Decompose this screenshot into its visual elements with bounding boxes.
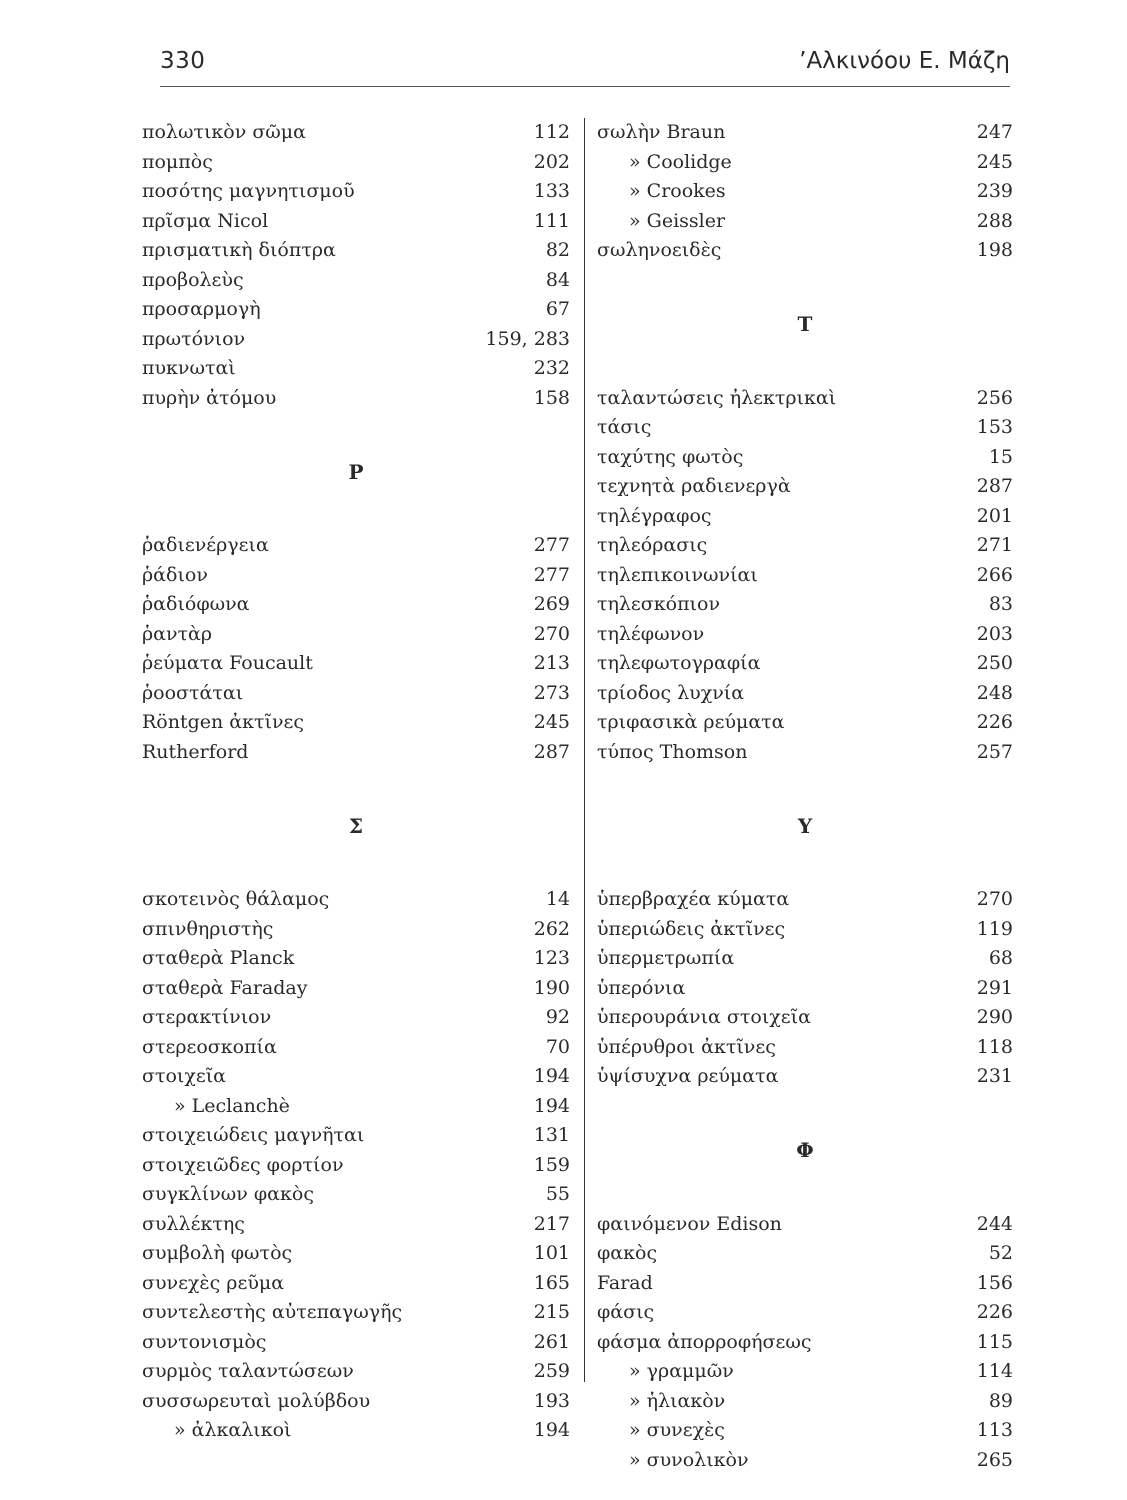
section-letter-heading: Σ [348, 813, 364, 838]
index-term: πυκνωταὶ [142, 357, 236, 379]
index-term: τηλέφωνον [597, 622, 705, 645]
index-entry [597, 679, 1013, 709]
index-entry [142, 1180, 570, 1210]
index-entry [142, 1151, 570, 1181]
index-term: ποσότης μαγνητισμοῦ [142, 180, 355, 202]
index-entry [142, 531, 570, 561]
index-term: ῥαδιόφωνα [142, 593, 250, 615]
section-letter-heading: P [348, 459, 364, 484]
column-divider [584, 118, 585, 1382]
index-term: στοιχειῶδες φορτίον [142, 1153, 344, 1176]
index-term: » ἀλκαλικοὶ [174, 1419, 292, 1441]
index-term: φάσις [597, 1301, 655, 1323]
index-page-ref: 14 [545, 888, 570, 910]
index-entry [597, 1387, 1013, 1417]
index-page-ref: 68 [988, 947, 1013, 969]
index-term: προσαρμογὴ [142, 298, 261, 320]
index-page-ref: 193 [533, 1389, 570, 1412]
index-page-ref: 133 [533, 180, 570, 202]
index-term: ῥάδιον [142, 563, 208, 586]
index-term: ταχύτης φωτὸς [597, 445, 744, 468]
index-entry [597, 384, 1013, 414]
index-entry [597, 118, 1013, 148]
index-page-ref: 277 [533, 534, 570, 556]
index-entry [142, 236, 570, 266]
index-page-ref: 277 [533, 563, 570, 586]
index-term: σκοτεινὸς θάλαμος [142, 888, 330, 910]
index-page-ref: 55 [545, 1183, 570, 1205]
index-entry [142, 1269, 570, 1299]
index-entry [142, 1387, 570, 1417]
index-entry [142, 295, 570, 325]
index-entry [142, 354, 570, 384]
index-page-ref: 270 [976, 888, 1013, 910]
index-term: στερεοσκοπία [142, 1035, 277, 1058]
index-page-ref: 194 [533, 1065, 570, 1087]
index-term: σπινθηριστὴς [142, 917, 274, 940]
index-entry [597, 148, 1013, 178]
section-letter-heading: Φ [796, 1138, 814, 1162]
index-term: Rutherford [142, 740, 249, 763]
index-term: συντονισμὸς [142, 1330, 267, 1353]
index-term: ὑπέρυθροι ἀκτῖνες [597, 1035, 776, 1058]
index-term: » ἡλιακὸν [629, 1389, 726, 1412]
index-entry [142, 1298, 570, 1328]
index-page-ref: 261 [533, 1330, 570, 1353]
index-page-ref: 217 [533, 1212, 570, 1235]
index-page-ref: 15 [988, 445, 1013, 468]
index-entry [597, 1062, 1013, 1092]
index-term: συμβολὴ φωτὸς [142, 1242, 293, 1264]
index-entry [142, 915, 570, 945]
index-entry [597, 1446, 1013, 1476]
index-term: πρισματικὴ διόπτρα [142, 239, 336, 261]
index-page-ref: 83 [988, 593, 1013, 615]
index-entry [597, 1210, 1013, 1240]
index-page-ref: 153 [976, 416, 1013, 438]
index-entry [142, 561, 570, 591]
index-term: ῥεύματα Foucault [142, 652, 313, 674]
index-page-ref: 123 [533, 947, 570, 969]
index-page-ref: 232 [533, 357, 570, 379]
index-entry [597, 1328, 1013, 1358]
index-page-ref: 118 [976, 1035, 1013, 1058]
index-entry [142, 1210, 570, 1240]
index-page-ref: 84 [545, 268, 570, 291]
index-term: φαινόμενον Edison [597, 1212, 782, 1235]
index-term: συλλέκτης [142, 1212, 245, 1235]
section-spacer [597, 266, 1013, 296]
index-entry [142, 885, 570, 915]
index-entry [142, 1121, 570, 1151]
index-entry [142, 1003, 570, 1033]
index-entry [142, 944, 570, 974]
index-page-ref: 190 [533, 976, 570, 999]
index-page-ref: 273 [533, 681, 570, 704]
index-term: » γραμμῶν [629, 1360, 734, 1382]
index-entry [597, 944, 1013, 974]
index-entry [597, 177, 1013, 207]
index-entry [142, 679, 570, 709]
right-index-column [597, 118, 1013, 1475]
index-term: πομπὸς [142, 150, 213, 173]
index-entry [142, 1092, 570, 1122]
index-term: τρίοδος λυχνία [597, 681, 745, 704]
index-term: σωληνοειδὲς [597, 239, 722, 261]
left-index-column [142, 118, 570, 1446]
index-page-ref: 159 [533, 1153, 570, 1176]
index-page-ref: 262 [533, 917, 570, 940]
index-page-ref: 257 [976, 740, 1013, 763]
index-term: ῥαδιενέργεια [142, 534, 269, 556]
index-page-ref: 92 [545, 1006, 570, 1028]
index-entry [597, 1003, 1013, 1033]
index-entry [597, 413, 1013, 443]
index-entry [142, 1033, 570, 1063]
index-page-ref: 198 [976, 239, 1013, 261]
section-letter-heading: T [797, 312, 813, 336]
index-term: τηλεόρασις [597, 534, 708, 556]
index-page-ref: 256 [976, 386, 1013, 409]
index-term: ταλαντώσεις ἠλεκτρικαὶ [597, 386, 837, 409]
index-term: τύπος Thomson [597, 740, 748, 763]
section-spacer [142, 413, 570, 443]
index-term: πυρὴν ἀτόμου [142, 386, 277, 409]
index-page-ref: 202 [533, 150, 570, 173]
index-page-ref: 131 [533, 1124, 570, 1146]
section-letter-heading: Y [797, 813, 813, 838]
index-page-ref: 101 [533, 1242, 570, 1264]
index-entry [597, 1269, 1013, 1299]
index-term: » Leclanchè [174, 1094, 290, 1117]
index-term: τηλεσκόπιον [597, 593, 720, 615]
index-entry [142, 384, 570, 414]
section-spacer [597, 856, 1013, 886]
section-spacer [597, 767, 1013, 797]
section-spacer [142, 856, 570, 886]
index-entry [597, 885, 1013, 915]
index-entry [597, 620, 1013, 650]
index-entry [597, 915, 1013, 945]
index-term: συντελεστὴς αὐτεπαγωγῆς [142, 1301, 403, 1323]
index-entry [142, 974, 570, 1004]
index-entry [142, 148, 570, 178]
index-entry [142, 266, 570, 296]
index-term: Röntgen ἀκτῖνες [142, 711, 305, 733]
index-term: πρωτόνιον [142, 327, 246, 350]
index-term: σωλὴν Braun [597, 121, 726, 143]
index-page-ref: 291 [976, 976, 1013, 999]
index-page-ref: 231 [976, 1065, 1013, 1087]
index-page-ref: 115 [976, 1330, 1013, 1353]
index-page-ref: 244 [976, 1212, 1013, 1235]
index-term: τάσις [597, 416, 652, 438]
index-page-ref: 245 [533, 711, 570, 733]
index-page-ref: 248 [976, 681, 1013, 704]
index-entry [142, 177, 570, 207]
index-entry [597, 1357, 1013, 1387]
index-term: συγκλίνων φακὸς [142, 1183, 314, 1205]
section-spacer [597, 1180, 1013, 1210]
index-term: φάσμα ἀπορροφήσεως [597, 1330, 812, 1353]
index-entry [597, 561, 1013, 591]
index-term: πρῖσμα Nicol [142, 209, 269, 232]
index-entry [142, 649, 570, 679]
index-entry [142, 1357, 570, 1387]
index-page-ref: 52 [988, 1242, 1013, 1264]
section-spacer [597, 1092, 1013, 1122]
index-term: » συνεχὲς [629, 1419, 725, 1441]
index-page-ref: 288 [976, 209, 1013, 232]
index-term: » Geissler [629, 209, 726, 232]
index-entry [597, 1033, 1013, 1063]
index-entry [597, 974, 1013, 1004]
index-page-ref: 158 [533, 386, 570, 409]
index-entry [142, 1416, 570, 1446]
index-page-ref: 194 [533, 1094, 570, 1117]
index-page-ref: 203 [976, 622, 1013, 645]
index-term: στοιχεῖα [142, 1065, 227, 1087]
index-term: σταθερὰ Planck [142, 947, 295, 969]
index-page-ref: 269 [533, 593, 570, 615]
index-entry [597, 590, 1013, 620]
index-page-ref: 247 [976, 121, 1013, 143]
index-entry [597, 472, 1013, 502]
index-term: ῥοοστάται [142, 681, 244, 704]
section-spacer [142, 502, 570, 532]
index-term: » Coolidge [629, 150, 732, 173]
index-term: στερακτίνιον [142, 1006, 272, 1028]
index-page-ref: 271 [976, 534, 1013, 556]
index-entry [142, 590, 570, 620]
index-page-ref: 287 [533, 740, 570, 763]
index-page-ref: 259 [533, 1360, 570, 1382]
index-page-ref: 119 [976, 917, 1013, 940]
index-entry [597, 236, 1013, 266]
index-term: συνεχὲς ρεῦμα [142, 1271, 285, 1294]
index-page-ref: 245 [976, 150, 1013, 173]
index-page-ref: 239 [976, 180, 1013, 202]
index-entry [142, 738, 570, 768]
index-term: » Crookes [629, 180, 726, 202]
index-entry [142, 207, 570, 237]
index-entry [142, 118, 570, 148]
index-entry [142, 1239, 570, 1269]
index-term: τηλεπικοινωνίαι [597, 563, 758, 586]
index-term: ὑπερβραχέα κύματα [597, 888, 790, 910]
index-entry [597, 1239, 1013, 1269]
index-term: Farad [597, 1271, 653, 1294]
index-page-ref: 194 [533, 1419, 570, 1441]
index-page-ref: 156 [976, 1271, 1013, 1294]
index-term: στοιχειώδεις μαγνῆται [142, 1124, 365, 1146]
index-term: ὑπεριώδεις ἀκτῖνες [597, 917, 786, 940]
index-entry [142, 708, 570, 738]
index-term: ὑψίσυχνα ρεύματα [597, 1065, 779, 1087]
index-page-ref: 215 [533, 1301, 570, 1323]
index-term: τριφασικὰ ρεύματα [597, 711, 785, 733]
index-page-ref: 111 [533, 209, 570, 232]
index-term: προβολεὺς [142, 268, 244, 291]
index-term: συσσωρευταὶ μολύβδου [142, 1389, 371, 1412]
index-page-ref: 265 [976, 1448, 1013, 1471]
index-term: φακὸς [597, 1242, 658, 1264]
index-term: τηλεφωτογραφία [597, 652, 761, 674]
index-page-ref: 290 [976, 1006, 1013, 1028]
index-entry [597, 502, 1013, 532]
index-page-ref: 287 [976, 475, 1013, 497]
index-term: ὑπερουράνια στοιχεῖα [597, 1006, 811, 1028]
index-entry [142, 325, 570, 355]
index-entry [597, 649, 1013, 679]
page-number: 330 [160, 48, 206, 74]
index-page-ref: 113 [976, 1419, 1013, 1441]
index-page-ref: 201 [976, 504, 1013, 527]
index-entry [597, 207, 1013, 237]
index-entry [597, 1416, 1013, 1446]
index-page-ref: 82 [545, 239, 570, 261]
index-entry [142, 1328, 570, 1358]
index-page-ref: 226 [976, 711, 1013, 733]
index-term: » συνολικὸν [629, 1448, 749, 1471]
header-rule [160, 86, 1010, 87]
index-page-ref: 165 [533, 1271, 570, 1294]
index-page-ref: 266 [976, 563, 1013, 586]
index-term: πολωτικὸν σῶμα [142, 121, 306, 143]
index-page-ref: 89 [988, 1389, 1013, 1412]
index-page-ref: 159, 283 [485, 327, 570, 350]
index-term: ὑπερόνια [597, 976, 686, 999]
running-title: ’Αλκινόου Ε. Μάζη [799, 48, 1010, 74]
section-spacer [597, 354, 1013, 384]
index-page-ref: 226 [976, 1301, 1013, 1323]
section-spacer [142, 767, 570, 797]
index-term: τηλέγραφος [597, 504, 712, 527]
page-header [160, 48, 1010, 88]
index-page-ref: 270 [533, 622, 570, 645]
index-entry [597, 708, 1013, 738]
index-page-ref: 67 [545, 298, 570, 320]
index-page-ref: 250 [976, 652, 1013, 674]
index-entry [597, 531, 1013, 561]
index-page-ref: 112 [533, 121, 570, 143]
index-term: ὑπερμετρωπία [597, 947, 735, 969]
index-term: ῥαντὰρ [142, 622, 213, 645]
index-page-ref: 70 [545, 1035, 570, 1058]
index-entry [597, 1298, 1013, 1328]
index-entry [142, 620, 570, 650]
index-term: τεχνητὰ ραδιενεργὰ [597, 475, 791, 497]
index-page-ref: 213 [533, 652, 570, 674]
index-term: σταθερὰ Faraday [142, 976, 308, 999]
index-page-ref: 114 [976, 1360, 1013, 1382]
index-entry [597, 738, 1013, 768]
index-entry [142, 1062, 570, 1092]
index-term: συρμὸς ταλαντώσεων [142, 1360, 354, 1382]
index-entry [597, 443, 1013, 473]
